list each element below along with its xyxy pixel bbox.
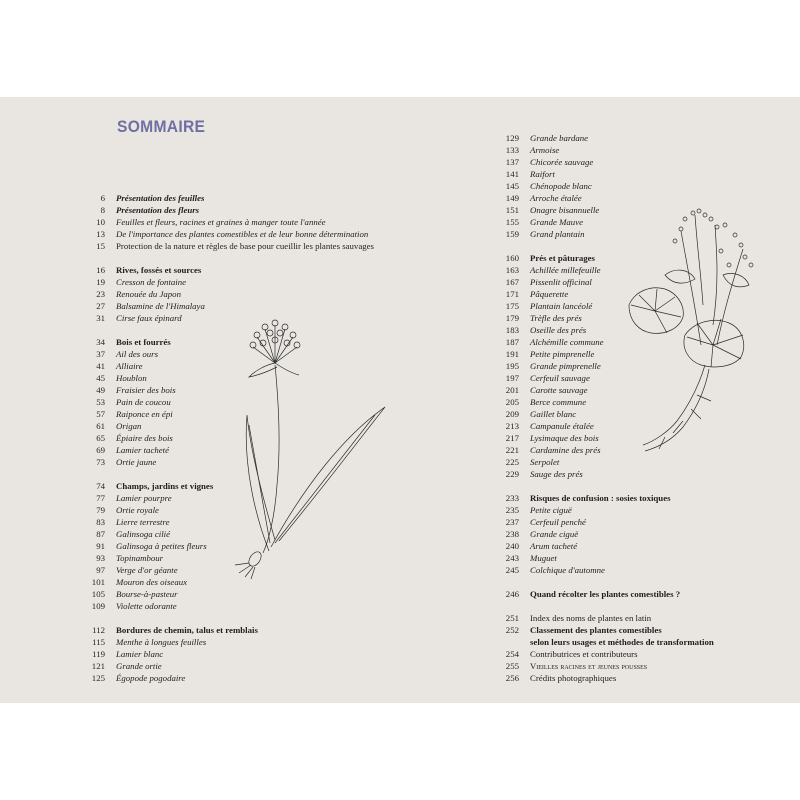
toc-entry: [82, 288, 205, 300]
toc-entry-title: Arum tacheté: [530, 541, 578, 551]
toc-entry: [496, 624, 714, 636]
toc-entry: [82, 504, 213, 516]
toc-entry-title: De l'importance des plantes comestibles et de leur bonne détermination: [116, 229, 369, 239]
toc-entry-title: Achillée millefeuille: [530, 265, 601, 275]
toc-entry: [496, 336, 604, 348]
toc-entry: [82, 552, 213, 564]
toc-entry-title: Lamier blanc: [116, 649, 164, 659]
toc-entry: [496, 372, 604, 384]
toc-entry: [82, 648, 258, 660]
toc-entry: [496, 432, 604, 444]
toc-entry: [82, 672, 258, 684]
toc-entry-title: Prés et pâturages: [530, 253, 595, 263]
toc-page-number: 27: [96, 301, 105, 311]
toc-entry: [496, 132, 599, 144]
toc-page-number: 235: [505, 505, 519, 515]
toc-entry-title: Grande Mauve: [530, 217, 584, 227]
toc-entry-title: Raiponce en épi: [116, 409, 173, 419]
toc-page-number: 83: [96, 517, 105, 527]
toc-entry-title: Menthe à longues feuilles: [116, 637, 207, 647]
toc-entry: [82, 192, 374, 204]
toc-entry-title: Origan: [116, 421, 142, 431]
toc-group-continued: [496, 132, 599, 240]
page-title: SOMMAIRE: [117, 117, 206, 136]
toc-entry-title: Présentation des feuilles: [116, 193, 205, 203]
toc-group-quand: [496, 588, 680, 600]
toc-page-number: 229: [505, 469, 519, 479]
toc-page-number: 16: [96, 265, 105, 275]
toc-entry-title: Feuilles et fleurs, racines et graines à manger toute l'année: [116, 217, 326, 227]
toc-entry-title: Ail des ours: [116, 349, 159, 359]
toc-entry: [496, 660, 714, 672]
toc-entry: [82, 276, 205, 288]
toc-entry-title: Trèfle des prés: [530, 313, 582, 323]
toc-entry-title: Crédits photographiques: [530, 673, 617, 683]
toc-entry-title: Pissenlit officinal: [530, 277, 592, 287]
toc-entry: [82, 540, 213, 552]
toc-entry-title: Serpolet: [530, 457, 560, 467]
toc-entry: [496, 264, 604, 276]
toc-page-number: 191: [505, 349, 519, 359]
toc-page-number: 159: [505, 229, 519, 239]
toc-entry: [82, 216, 374, 228]
toc-page-number: 73: [96, 457, 105, 467]
toc-entry-title: Armoise: [530, 145, 560, 155]
toc-page-number: 221: [505, 445, 519, 455]
toc-page-number: 225: [505, 457, 519, 467]
toc-entry-title: Onagre bisannuelle: [530, 205, 600, 215]
toc-entry: [496, 396, 604, 408]
toc-entry: [496, 348, 604, 360]
toc-entry-title: Colchique d'automne: [530, 565, 605, 575]
toc-entry: [496, 648, 714, 660]
toc-page-number: 125: [91, 673, 105, 683]
toc-page-number: 23: [96, 289, 105, 299]
toc-page-number: 213: [505, 421, 519, 431]
toc-page-number: 187: [505, 337, 519, 347]
toc-entry-title: Galinsoga à petites fleurs: [116, 541, 207, 551]
toc-page-number: 233: [505, 493, 519, 503]
toc-page-number: 237: [505, 517, 519, 527]
toc-entry-title: Rives, fossés et sources: [116, 265, 202, 275]
toc-entry: [496, 144, 599, 156]
toc-entry: [82, 264, 205, 276]
toc-entry: [82, 456, 176, 468]
toc-entry: [496, 612, 714, 624]
toc-page-number: 179: [505, 313, 519, 323]
toc-page-number: 243: [505, 553, 519, 563]
toc-entry-title: Ortie royale: [116, 505, 159, 515]
toc-entry: [496, 276, 604, 288]
toc-entry: [496, 588, 680, 600]
toc-entry: [496, 456, 604, 468]
toc-group-pres: [496, 252, 604, 480]
toc-entry-title: Cerfeuil sauvage: [530, 373, 590, 383]
toc-page-number: 8: [100, 205, 105, 215]
toc-entry-title: Renouée du Japon: [116, 289, 181, 299]
toc-page-number: 101: [91, 577, 105, 587]
toc-entry: [496, 216, 599, 228]
toc-page-number: 10: [96, 217, 105, 227]
toc-page-number: 57: [96, 409, 105, 419]
toc-entry-title: Verge d'or géante: [116, 565, 178, 575]
toc-page-number: 246: [505, 589, 519, 599]
toc-entry: [82, 312, 205, 324]
toc-entry: [82, 348, 176, 360]
toc-entry-title: Grande ciguë: [530, 529, 579, 539]
book-spread: [0, 97, 800, 703]
toc-page-number: 65: [96, 433, 105, 443]
toc-entry-title: Lamier pourpre: [116, 493, 172, 503]
toc-group-bordures: [82, 624, 258, 684]
toc-page-number: 160: [505, 253, 519, 263]
toc-entry: [82, 300, 205, 312]
toc-entry-title: Houblon: [116, 373, 147, 383]
toc-entry: [496, 300, 604, 312]
toc-page-number: 155: [505, 217, 519, 227]
toc-entry: [496, 516, 671, 528]
toc-entry-title: Balsamine de l'Himalaya: [116, 301, 205, 311]
toc-entry-title: Arroche étalée: [530, 193, 582, 203]
toc-entry: [496, 528, 671, 540]
toc-entry-title: Muguet: [530, 553, 557, 563]
toc-entry-title: Galinsoga cilié: [116, 529, 170, 539]
toc-entry-title: Chicorée sauvage: [530, 157, 594, 167]
toc-entry: [82, 336, 176, 348]
toc-page-number: 109: [91, 601, 105, 611]
toc-page-number: 256: [505, 673, 519, 683]
toc-entry: [496, 492, 671, 504]
toc-page-number: 149: [505, 193, 519, 203]
toc-entry-title: Lysimaque des bois: [530, 433, 599, 443]
toc-entry: [496, 672, 714, 684]
toc-entry: [82, 516, 213, 528]
toc-page-number: 240: [505, 541, 519, 551]
toc-entry-title: Ortie jaune: [116, 457, 157, 467]
toc-entry-title: Grande bardane: [530, 133, 589, 143]
toc-entry: [82, 384, 176, 396]
toc-page-number: 77: [96, 493, 105, 503]
toc-page-number: 209: [505, 409, 519, 419]
toc-page-number: 87: [96, 529, 105, 539]
toc-entry: [82, 228, 374, 240]
toc-page-number: 97: [96, 565, 105, 575]
toc-entry-title: Petite pimprenelle: [530, 349, 595, 359]
toc-page-number: 137: [505, 157, 519, 167]
toc-entry-title: Champs, jardins et vignes: [116, 481, 214, 491]
toc-entry-title: Sauge des prés: [530, 469, 583, 479]
toc-entry-title: Oseille des prés: [530, 325, 587, 335]
toc-entry: [82, 576, 213, 588]
toc-entry-title: Cirse faux épinard: [116, 313, 182, 323]
toc-page-number: 119: [92, 649, 105, 659]
toc-entry-title: Cardamine des prés: [530, 445, 601, 455]
toc-page-number: 205: [505, 397, 519, 407]
toc-page-number: 121: [91, 661, 105, 671]
toc-entry: [82, 396, 176, 408]
toc-page-number: 197: [505, 373, 519, 383]
toc-page-number: 6: [100, 193, 105, 203]
toc-entry-title: Alchémille commune: [530, 337, 604, 347]
toc-page-number: 34: [96, 337, 105, 347]
toc-page-number: 129: [505, 133, 519, 143]
toc-entry-title: Présentation des fleurs: [116, 205, 200, 215]
toc-entry-title: Lierre terrestre: [116, 517, 170, 527]
toc-entry: [82, 600, 213, 612]
toc-entry: [82, 444, 176, 456]
toc-entry: [82, 588, 213, 600]
toc-entry-title: Contributrices et contributeurs: [530, 649, 638, 659]
toc-entry-title: Grande ortie: [116, 661, 162, 671]
toc-page-number: 45: [96, 373, 105, 383]
toc-entry: [82, 372, 176, 384]
toc-page-number: 69: [96, 445, 105, 455]
toc-page-number: 112: [92, 625, 105, 635]
toc-entry: [82, 528, 213, 540]
toc-entry-title: Bourse-à-pasteur: [116, 589, 178, 599]
toc-entry: [496, 180, 599, 192]
toc-entry: [82, 480, 213, 492]
toc-page-number: 151: [505, 205, 519, 215]
toc-entry-title: Berce commune: [530, 397, 587, 407]
toc-entry-title: Campanule étalée: [530, 421, 594, 431]
toc-page-number: 163: [505, 265, 519, 275]
toc-entry: [496, 228, 599, 240]
toc-page-number: 31: [96, 313, 105, 323]
toc-entry: [496, 408, 604, 420]
toc-entry-title: Épiaire des bois: [116, 433, 173, 443]
toc-entry: [496, 204, 599, 216]
toc-entry: [496, 564, 671, 576]
toc-entry-title: Carotte sauvage: [530, 385, 588, 395]
toc-entry-title: Pain de coucou: [116, 397, 171, 407]
toc-entry-title: Violette odorante: [116, 601, 177, 611]
toc-page-number: 255: [505, 661, 519, 671]
toc-group-champs: [82, 480, 213, 612]
toc-entry-title: Fraisier des bois: [116, 385, 176, 395]
toc-group-risques: [496, 492, 671, 576]
toc-entry-title: Risques de confusion : sosies toxiques: [530, 493, 671, 503]
toc-group-intro: [82, 192, 374, 252]
toc-entry-title: Grande pimprenelle: [530, 361, 601, 371]
toc-page-number: 238: [505, 529, 519, 539]
toc-entry-title: selon leurs usages et méthodes de transformation: [530, 637, 714, 647]
toc-page-number: 15: [96, 241, 105, 251]
toc-page-number: 13: [96, 229, 105, 239]
toc-entry-title: Index des noms de plantes en latin: [530, 613, 652, 623]
toc-entry-title: Chénopode blanc: [530, 181, 592, 191]
toc-page-number: 175: [505, 301, 519, 311]
toc-page-number: 201: [505, 385, 519, 395]
toc-entry-title: Grand plantain: [530, 229, 585, 239]
toc-entry: [496, 156, 599, 168]
toc-entry: [82, 240, 374, 252]
toc-entry: [82, 636, 258, 648]
toc-entry: [496, 312, 604, 324]
toc-page-number: 115: [92, 637, 105, 647]
toc-page-number: 251: [505, 613, 519, 623]
toc-entry: [82, 204, 374, 216]
toc-entry: [496, 444, 604, 456]
toc-entry-title: Raifort: [530, 169, 555, 179]
toc-entry: [82, 360, 176, 372]
toc-page-number: 145: [505, 181, 519, 191]
toc-entry-title: Alliaire: [116, 361, 143, 371]
toc-group-bois: [82, 336, 176, 468]
toc-page-number: 245: [505, 565, 519, 575]
ladys-mantle-illustration: [625, 205, 775, 455]
toc-page-number: 167: [505, 277, 519, 287]
toc-entry-title: Petite ciguë: [530, 505, 572, 515]
toc-entry-title: Classement des plantes comestibles: [530, 625, 662, 635]
toc-entry: [496, 552, 671, 564]
toc-page-number: 195: [505, 361, 519, 371]
toc-entry-title: Bordures de chemin, talus et remblais: [116, 625, 258, 635]
toc-entry-title: Protection de la nature et règles de base pour cueillir les plantes sauvages: [116, 241, 374, 251]
toc-page-number: 53: [96, 397, 105, 407]
toc-page-number: 93: [96, 553, 105, 563]
toc-entry-title: Topinambour: [116, 553, 164, 563]
toc-entry: [496, 288, 604, 300]
toc-entry: [496, 540, 671, 552]
toc-entry: [82, 492, 213, 504]
toc-page-number: 79: [96, 505, 105, 515]
toc-page-number: 74: [96, 481, 105, 491]
toc-entry: [496, 636, 714, 648]
toc-entry-title: Pâquerette: [530, 289, 569, 299]
toc-page-number: 41: [96, 361, 105, 371]
toc-entry-title: Gaillet blanc: [530, 409, 577, 419]
toc-page-number: 133: [505, 145, 519, 155]
toc-entry: [496, 468, 604, 480]
toc-entry: [82, 408, 176, 420]
toc-entry: [496, 420, 604, 432]
toc-page-number: 254: [505, 649, 519, 659]
toc-entry-title: Quand récolter les plantes comestibles ?: [530, 589, 681, 599]
toc-page-number: 183: [505, 325, 519, 335]
toc-page-number: 37: [96, 349, 105, 359]
toc-page-number: 252: [505, 625, 519, 635]
toc-entry-title: Cresson de fontaine: [116, 277, 187, 287]
toc-entry-title: Plantain lancéolé: [530, 301, 593, 311]
toc-page-number: 91: [96, 541, 105, 551]
toc-entry-title: Égopode pogodaire: [116, 673, 186, 683]
toc-entry: [82, 564, 213, 576]
toc-entry: [496, 360, 604, 372]
toc-entry: [82, 432, 176, 444]
toc-entry: [496, 192, 599, 204]
toc-page-number: 49: [96, 385, 105, 395]
toc-entry: [496, 168, 599, 180]
toc-entry: [496, 504, 671, 516]
toc-entry: [82, 624, 258, 636]
toc-page-number: 105: [91, 589, 105, 599]
toc-entry-title: Lamier tacheté: [116, 445, 170, 455]
toc-page-number: 171: [505, 289, 519, 299]
toc-entry: [496, 252, 604, 264]
toc-entry: [496, 384, 604, 396]
toc-group-annexes: [496, 612, 714, 684]
wild-garlic-illustration: [225, 315, 395, 575]
toc-page-number: 141: [505, 169, 519, 179]
toc-group-rives: [82, 264, 205, 324]
toc-entry-title: Vieilles racines et jeunes pousses: [530, 661, 648, 671]
toc-entry: [496, 324, 604, 336]
toc-entry-title: Mouron des oiseaux: [116, 577, 188, 587]
toc-page-number: 19: [96, 277, 105, 287]
toc-page-number: 217: [505, 433, 519, 443]
toc-entry-title: Bois et fourrés: [116, 337, 171, 347]
toc-entry: [82, 420, 176, 432]
toc-page-number: 61: [96, 421, 105, 431]
toc-entry: [82, 660, 258, 672]
toc-entry-title: Cerfeuil penché: [530, 517, 586, 527]
